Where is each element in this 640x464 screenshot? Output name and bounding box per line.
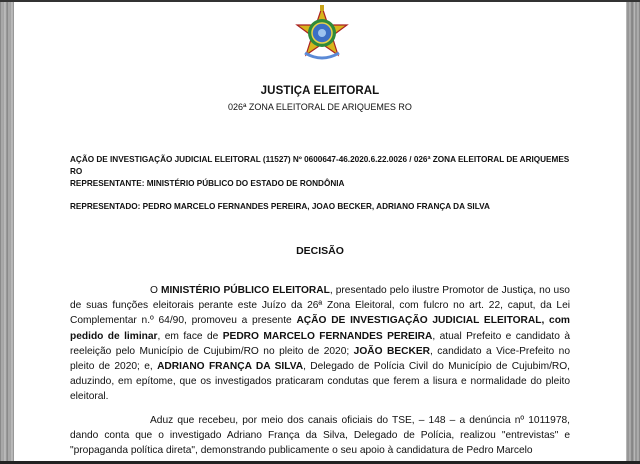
bold-text: JOÃO BECKER — [353, 345, 431, 357]
left-scroll-frame — [0, 2, 14, 461]
bold-text: ADRIANO FRANÇA DA SILVA — [157, 361, 304, 373]
bold-text: MINISTÉRIO PÚBLICO ELEITORAL — [160, 285, 330, 296]
court-title: JUSTIÇA ELEITORAL — [260, 85, 380, 97]
text: O — [150, 285, 161, 296]
text: , atual Prefeito e candidato à reeleição pelo Município de Cujubim/RO no pleito de 2020; — [70, 330, 570, 357]
case-number: AÇÃO DE INVESTIGAÇÃO JUDICIAL ELEITORAL (11527) Nº 0600647-46.2020.6.22.0026 / 026ª ZONA ELEITORAL DE ARIQUEMES RO — [70, 155, 570, 176]
case-representante: REPRESENTANTE: MINISTÉRIO PÚBLICO DO ESTADO DE RONDÔNIA — [70, 179, 345, 188]
right-scroll-frame — [626, 2, 640, 461]
text: , em face de — [157, 330, 223, 342]
text: , Delegado de Polícia Civil do Município de Cujubim/RO, aduzindo, em epítome, que os investigados praticaram condutas que ferem a lisura e normalidade do pleito eleitoral. — [70, 361, 571, 403]
paragraph-1 — [70, 283, 570, 405]
text: , candidato a Vice-Prefeito no pleito de 2020; e, — [70, 345, 570, 373]
case-representado: REPRESENTADO: PEDRO MARCELO FERNANDES PEREIRA, JOAO BECKER, ADRIANO FRANÇA DA SILVA — [70, 202, 490, 211]
bold-text: AÇÃO DE INVESTIGAÇÃO JUDICIAL ELEITORAL, com pedido de liminar — [70, 315, 570, 342]
decision-title: DECISÃO — [296, 245, 344, 257]
text: , presentado pelo ilustre Promotor de Justiça, no uso de suas funções eleitorais perante este Juízo da 26ª Zona Eleitoral, com fulcro no art. 22, caput, da Lei Complementar n.º 64/90, promoveu a presente — [70, 285, 570, 327]
brazil-coat-of-arms-icon — [295, 5, 349, 65]
bold-text: PEDRO MARCELO FERNANDES PEREIRA — [222, 330, 433, 342]
court-subtitle: 026ª ZONA ELEITORAL DE ARIQUEMES RO — [228, 102, 412, 112]
document-page — [14, 2, 626, 461]
paragraph-2: Aduz que recebeu, por meio dos canais oficiais do TSE, – 148 – a denúncia nº 1011978, dando conta que o investigado Adriano França da Silva, Delegado de Polícia, realizou "entrevistas" e "propaganda política direta", demonstrando publicamente o seu apoio à candidatura de Pedro Marcelo — [70, 415, 570, 457]
